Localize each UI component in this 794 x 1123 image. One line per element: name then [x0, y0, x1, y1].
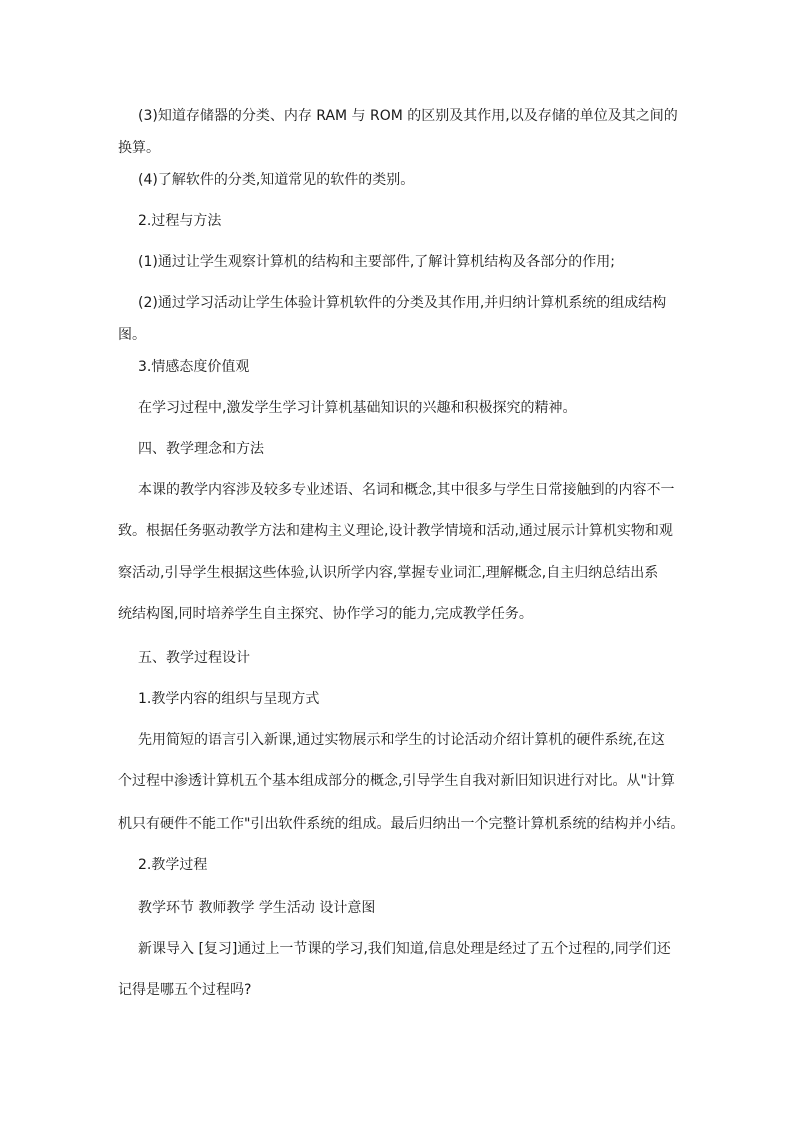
paragraph-line: (4)了解软件的分类,知道常见的软件的类别。	[138, 172, 415, 188]
section-heading: 2.过程与方法	[138, 213, 222, 229]
paragraph-line: 图。	[118, 327, 146, 343]
paragraph-line: 新课导入 [复习]通过上一节课的学习,我们知道,信息处理是经过了五个过程的,同学们还	[138, 941, 671, 957]
paragraph-line: (3)知道存储器的分类、内存 RAM 与 ROM 的区别及其作用,以及存储的单位及其之间的	[138, 108, 678, 124]
section-heading: 五、教学过程设计	[138, 650, 250, 666]
paragraph-line: (2)通过学习活动让学生体验计算机软件的分类及其作用,并归纳计算机系统的组成结构	[138, 295, 667, 311]
paragraph-line: (1)通过让学生观察计算机的结构和主要部件,了解计算机结构及各部分的作用;	[138, 254, 615, 270]
section-heading: 四、教学理念和方法	[138, 441, 264, 457]
section-heading: 3.情感态度价值观	[138, 359, 250, 375]
paragraph-line: 致。根据任务驱动教学方法和建构主义理论,设计教学情境和活动,通过展示计算机实物和观	[118, 523, 673, 539]
paragraph-line: 个过程中渗透计算机五个基本组成部分的概念,引导学生自我对新旧知识进行对比。从"计算	[118, 773, 675, 789]
section-heading: 1.教学内容的组织与呈现方式	[138, 691, 320, 707]
paragraph-line: 机只有硬件不能工作"引出软件系统的组成。最后归纳出一个完整计算机系统的结构并小结。	[118, 816, 685, 832]
paragraph-line: 统结构图,同时培养学生自主探究、协作学习的能力,完成教学任务。	[118, 606, 533, 622]
paragraph-line: 记得是哪五个过程吗?	[118, 982, 252, 998]
paragraph-line: 先用简短的语言引入新课,通过实物展示和学生的讨论活动介绍计算机的硬件系统,在这	[138, 732, 665, 748]
paragraph-line: 在学习过程中,激发学生学习计算机基础知识的兴趣和积极探究的精神。	[138, 400, 577, 416]
section-heading: 2.教学过程	[138, 857, 208, 873]
paragraph-line: 换算。	[118, 140, 160, 156]
paragraph-line: 察活动,引导学生根据这些体验,认识所学内容,掌握专业词汇,理解概念,自主归纳总结出系	[118, 565, 659, 581]
table-header-line: 教学环节 教师教学 学生活动 设计意图	[138, 900, 376, 916]
paragraph-line: 本课的教学内容涉及较多专业述语、名词和概念,其中很多与学生日常接触到的内容不一	[138, 482, 675, 498]
